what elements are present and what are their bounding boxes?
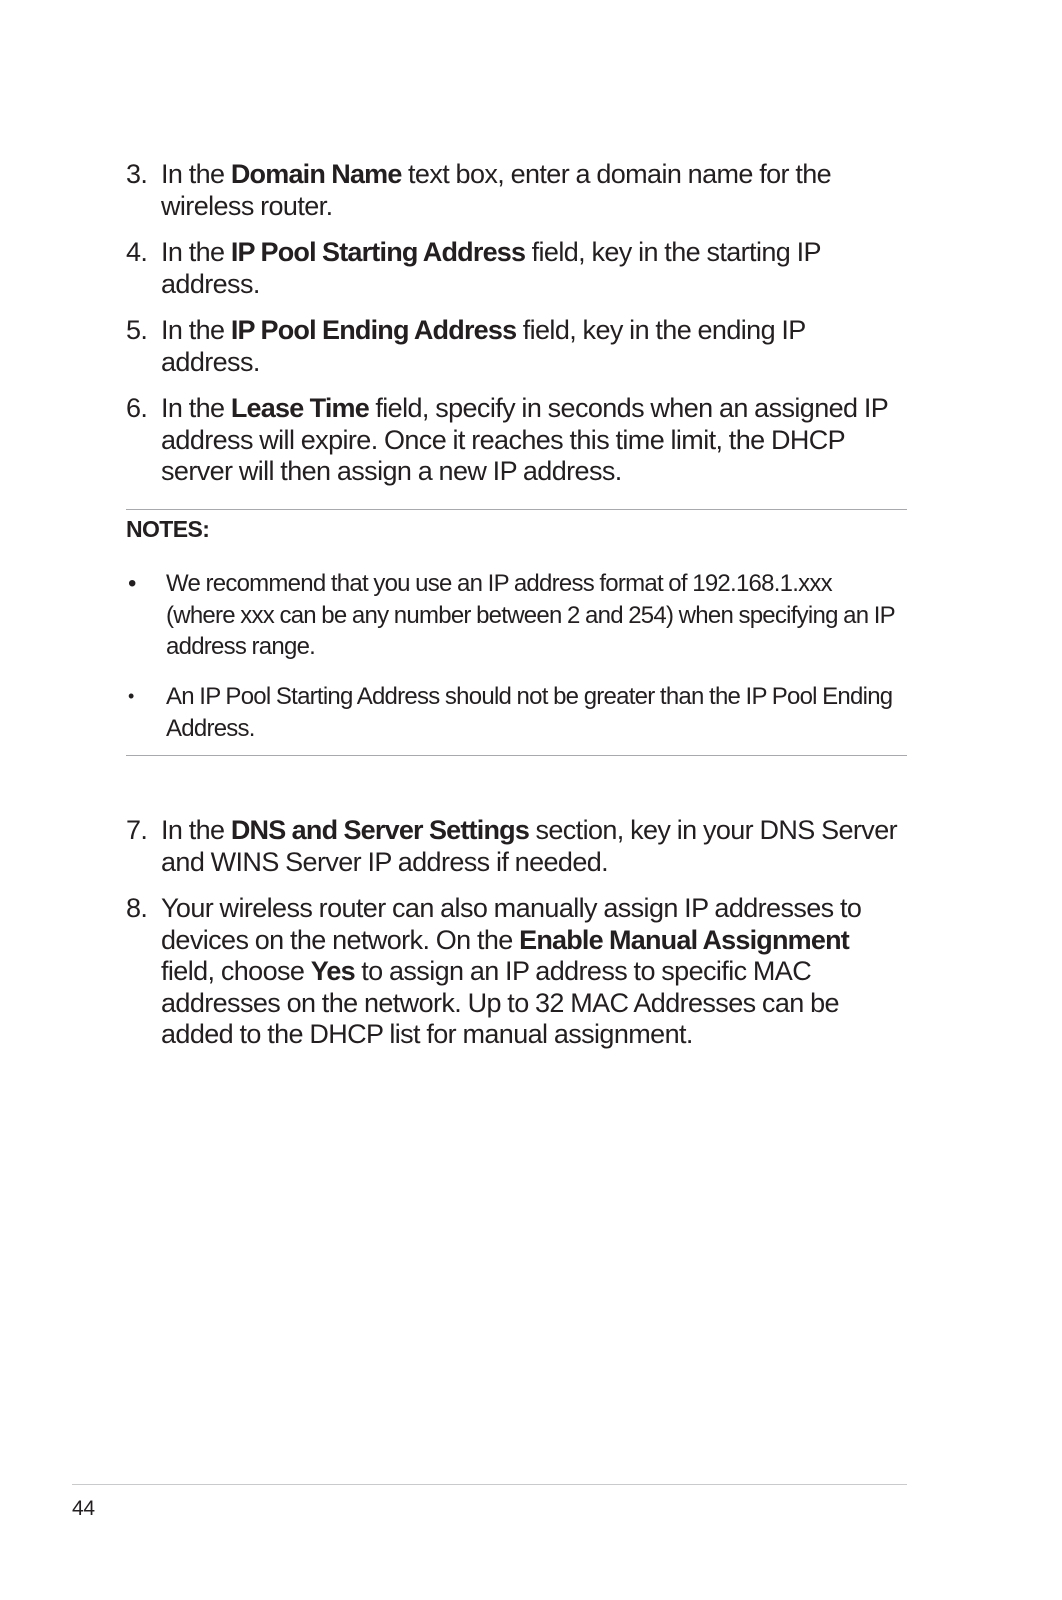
page-number: 44: [72, 1497, 95, 1520]
step-7: [126, 815, 906, 878]
step-number: 5.: [126, 315, 148, 345]
step-text: [161, 815, 906, 878]
field-name-domain-name: Domain Name: [230, 159, 402, 189]
step-text: [161, 893, 906, 1051]
step-text: [161, 237, 906, 300]
field-name-ip-pool-ending-address: IP Pool Ending Address: [230, 315, 517, 345]
step-text-pre: In the: [161, 315, 231, 345]
note-item-2: [126, 681, 906, 744]
bullet-icon: •: [128, 686, 134, 706]
note-text: An IP Pool Starting Address should not be greater than the IP Pool Ending Address.: [166, 683, 893, 742]
step-number: 7.: [126, 815, 148, 845]
step-text-post: field, key in the ending IP address.: [161, 315, 806, 377]
section-name-dns-server-settings: DNS and Server Settings: [230, 815, 530, 845]
step-text: [161, 315, 906, 378]
step-8: [126, 893, 906, 1051]
step-text-post: field, key in the starting IP address.: [161, 237, 821, 299]
notes-bottom-divider: [126, 755, 907, 756]
step-text-post: text box, enter a domain name for the wireless router.: [161, 159, 832, 221]
note-item-1: [126, 568, 906, 663]
step-text-pre: In the: [161, 159, 231, 189]
option-yes: Yes: [310, 956, 355, 986]
step-4: [126, 237, 906, 300]
field-name-lease-time: Lease Time: [230, 393, 369, 423]
footer-divider: [72, 1484, 907, 1485]
step-text-pre: Your wireless router can also manually assign IP addresses to devices on the network. On the: [161, 893, 862, 955]
step-number: 6.: [126, 393, 148, 423]
step-number: 4.: [126, 237, 148, 267]
step-text-mid: field, choose: [161, 956, 311, 986]
step-3: [126, 159, 906, 222]
step-number: 3.: [126, 159, 148, 189]
step-text-post: to assign an IP address to specific MAC addresses on the network. Up to 32 MAC Addresses can be added to the DHCP list for manual assignment.: [161, 956, 839, 1049]
notes-title: NOTES:: [126, 516, 210, 542]
field-name-enable-manual-assignment: Enable Manual Assignment: [519, 924, 849, 955]
step-number: 8.: [126, 893, 148, 923]
notes-top-divider: [126, 509, 907, 510]
step-text-post: field, specify in seconds when an assigned IP address will expire. Once it reaches this time limit, the DHCP server will then assign a new IP address.: [161, 393, 888, 486]
step-5: [126, 315, 906, 378]
field-name-ip-pool-starting-address: IP Pool Starting Address: [230, 237, 526, 267]
step-6: [126, 393, 906, 488]
step-text-pre: In the: [161, 237, 231, 267]
step-text: [161, 393, 906, 488]
note-text: We recommend that you use an IP address format of 192.168.1.xxx (where xxx can be any number between 2 and 254) when specifying an IP address range.: [166, 570, 895, 660]
bullet-icon: •: [128, 570, 136, 597]
step-text-pre: In the: [161, 393, 231, 423]
step-text-post: section, key in your DNS Server and WINS Server IP address if needed.: [161, 815, 898, 877]
step-text: [161, 159, 906, 222]
step-text-pre: In the: [161, 815, 231, 845]
